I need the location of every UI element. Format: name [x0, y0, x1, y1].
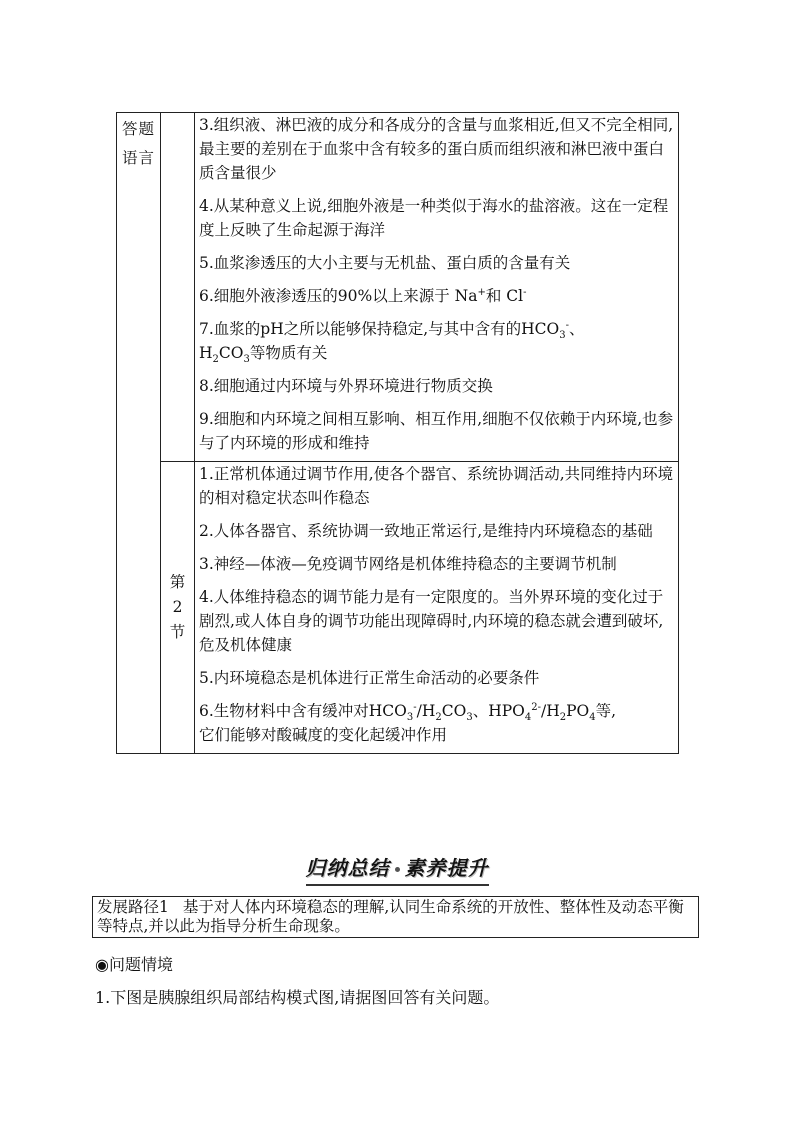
section-2-label: 第2节	[169, 573, 186, 641]
list-item: 8.细胞通过内环境与外界环境进行物质交换	[199, 377, 493, 395]
list-item-ph	[199, 317, 674, 365]
category-cell	[117, 113, 161, 754]
list-item: 3.神经—体液—免疫调节网络是机体维持稳态的主要调节机制	[199, 555, 617, 573]
formula-sub: 2	[559, 712, 567, 724]
item-7-sep: 、	[569, 320, 585, 338]
buffer-text: PO	[566, 702, 590, 720]
path-text: 基于对人体内环境稳态的理解,认同生命系统的开放性、整体性及动态平衡等特点,并以此为指导分析生命现象。	[97, 898, 684, 935]
list-item: 1.正常机体通过调节作用,使各个器官、系统协调活动,共同维持内环境的相对稳定状态叫作稳态	[199, 465, 674, 507]
formula-sub: 4	[524, 712, 532, 724]
list-item: 5.内环境稳态是机体进行正常生命活动的必要条件	[199, 669, 540, 687]
formula-sub: 3	[559, 330, 566, 342]
banner-title	[306, 852, 489, 886]
formula-sub: 2	[212, 354, 219, 366]
question-line: 1.下图是胰腺组织局部结构模式图,请据图回答有关问题。	[95, 988, 500, 1007]
buffer-text: /H	[416, 702, 436, 720]
list-item: 9.细胞和内环境之间相互影响、相互作用,细胞不仅依赖于内环境,也参与了内环境的形成和维持	[199, 410, 674, 452]
formula-co: CO	[218, 344, 244, 362]
formula-sub: 3	[243, 354, 250, 366]
formula-sub: 4	[589, 712, 596, 724]
formula-sup: -	[413, 701, 417, 713]
path-label: 发展路径1	[97, 898, 169, 916]
section-2-content	[195, 462, 679, 754]
table-row-section-1	[117, 113, 679, 462]
list-item: 3.组织液、淋巴液的成分和各成分的含量与血浆相近,但又不完全相同,最主要的差别在于血浆中含有较多的蛋白质而组织液和淋巴液中蛋白质含量很少	[199, 116, 674, 182]
banner-left-text: 归纳总结	[305, 856, 390, 880]
section-2-cell	[161, 462, 195, 754]
question-scenario-heading: ◉问题情境	[95, 955, 173, 974]
chloride-charge: -	[523, 286, 527, 298]
sodium-charge: +	[477, 286, 486, 298]
formula-h: H	[199, 344, 213, 362]
section-1-cell	[161, 113, 195, 462]
development-path-box	[92, 896, 699, 938]
buffer-text: 6.生物材料中含有缓冲对HCO	[199, 702, 407, 720]
buffer-text-line2: 它们能够对酸碱度的变化起缓冲作用	[199, 726, 448, 744]
list-item: 4.从某种意义上说,细胞外液是一种类似于海水的盐溶液。这在一定程度上反映了生命起源于海洋	[199, 197, 669, 239]
buffer-text: CO	[441, 702, 467, 720]
buffer-text: 、HPO	[472, 702, 525, 720]
item-6-text: 6.细胞外液渗透压的90%以上来源于 Na	[199, 287, 478, 305]
list-item: 4.人体维持稳态的调节能力是有一定限度的。当外界环境的变化过于剧烈,或人体自身的调节功能出现障碍时,内环境的稳态就会遭到破坏,危及机体健康	[199, 588, 664, 654]
formula-sub: 2	[435, 712, 442, 724]
buffer-text: 等,	[595, 702, 617, 720]
item-7-tail: 等物质有关	[249, 344, 328, 362]
list-item: 5.血浆渗透压的大小主要与无机盐、蛋白质的含量有关	[199, 254, 571, 272]
banner-right-text: 素养提升	[404, 856, 489, 880]
list-item-buffer	[199, 699, 674, 747]
list-item-osmotic	[199, 284, 674, 308]
list-item: 2.人体各器官、系统协调一致地正常运行,是维持内环境稳态的基础	[199, 522, 653, 540]
formula-sub: 3	[466, 712, 473, 724]
banner-dot-icon	[395, 867, 400, 872]
buffer-text: /H	[541, 702, 560, 720]
item-7-text: 7.血浆的pH之所以能够保持稳定,与其中含有的HCO	[199, 320, 560, 338]
formula-sup: -	[565, 319, 570, 331]
formula-sup: 2-	[531, 701, 541, 713]
category-label: 答题语言	[121, 120, 155, 167]
table-row-section-2	[117, 462, 679, 754]
section-1-content	[195, 113, 679, 462]
section-banner	[300, 852, 494, 886]
formula-sub: 3	[406, 712, 414, 724]
item-6-mid: 和 Cl	[485, 287, 524, 305]
summary-table	[116, 112, 679, 754]
